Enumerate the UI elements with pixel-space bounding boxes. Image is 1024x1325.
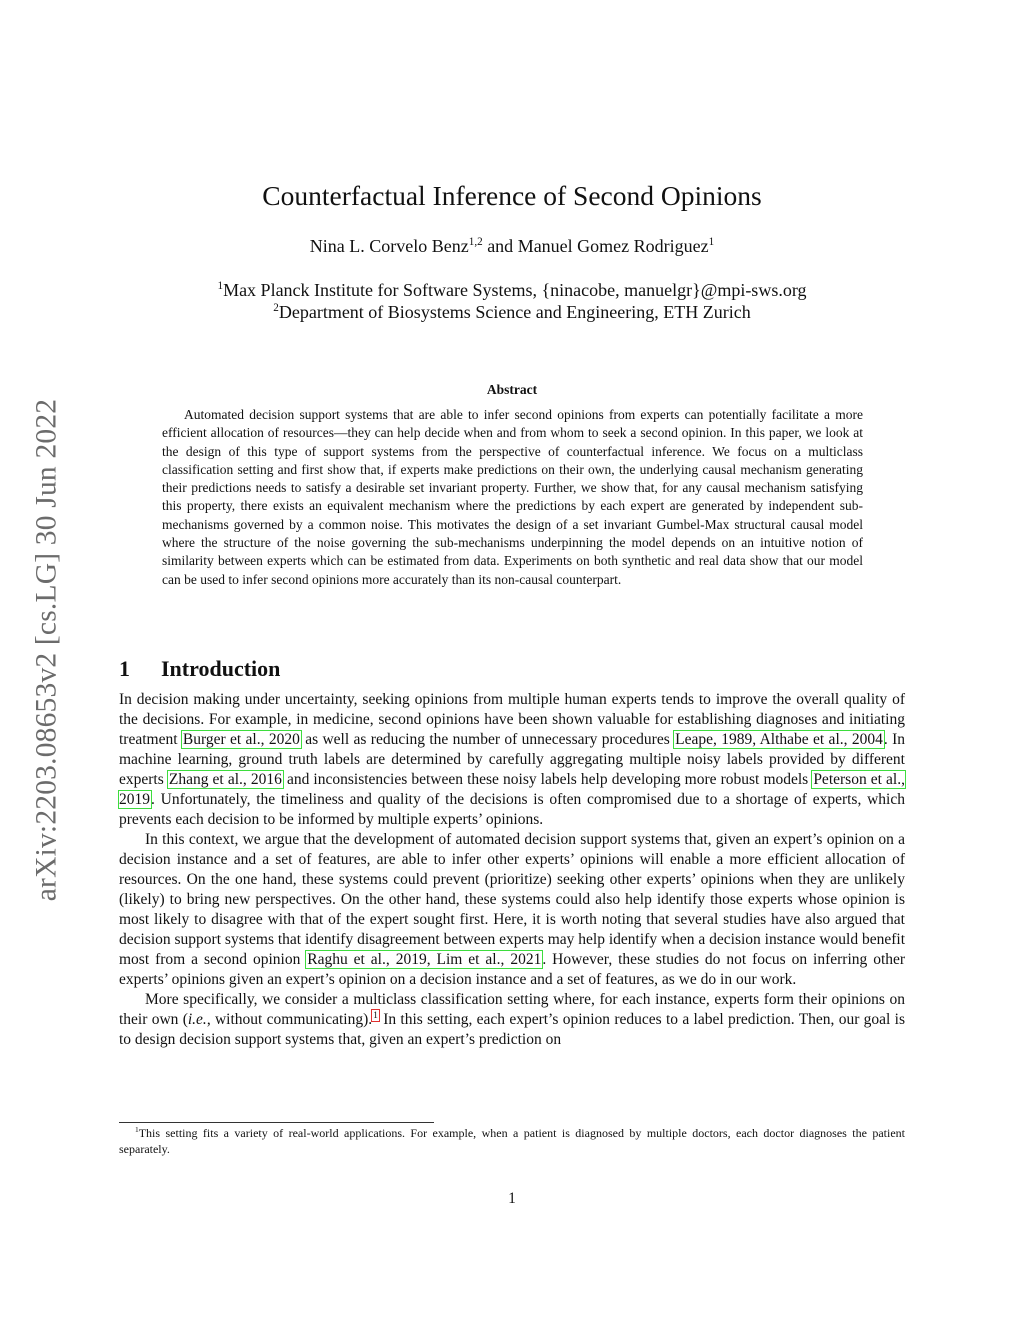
citation-link[interactable]: Peterson et al., 2019 [119, 771, 905, 808]
citation-year: 2019 [119, 791, 150, 808]
citation-author: Leape [675, 731, 713, 748]
citation-year: 2021 [510, 951, 542, 968]
paragraph-text: . However, these studies do not focus on inferring other experts’ opinions given an expert’s opinion on a decision instance and a set of features, as we do in our work. [119, 951, 906, 988]
affiliation-text: Max Planck Institute for Software Systems, {ninacobe, manuelgr}@mpi-sws.org [223, 280, 807, 300]
section-heading [119, 656, 280, 682]
section-number: 1 [119, 656, 130, 681]
paragraph [119, 690, 905, 830]
affiliation-line [0, 280, 1024, 301]
citation-author: Zhang et al. [168, 771, 243, 788]
citation-year: 1989 [721, 731, 753, 748]
page-number: 1 [508, 1190, 516, 1207]
abstract-body: Automated decision support systems that are able to infer second opinions from experts can potentially facilitate a more efficient allocation of resources—they can help decide when and from whom to seek a second opinion. In this paper, we look at the design of this type of support systems from the perspective of counterfactual inference. We focus on a multiclass classification setting and first show that, if experts make predictions on their own, the underlying causal mechanism generating their predictions needs to satisfy a desirable set invariant property. Further, we show that, for any causal mechanism satisfying this property, there exists an equivalent mechanism where the predictions by each expert are generated by independent sub-mechanisms governed by a common noise. This motivates the design of a set invariant Gumbel-Max structural causal model where the structure of the noise governing the sub-mechanisms underpinning the model depends on an intuitive notion of similarity between experts which can be estimated from data. Experiments on both synthetic and real data show that our model can be used to infer second opinions more accurately than its non-causal counterpart. [162, 407, 863, 587]
author-name: Nina L. Corvelo Benz [309, 236, 469, 256]
paragraph-text: In decision making under uncertainty, seeking opinions from multiple human experts tends to improve the overall quality of the decisions. For example, in medicine, second opinions have been shown valuable for establishing diagnoses and initiating treatment [119, 691, 905, 748]
paragraph [119, 830, 905, 990]
footnote-mark: 1 [135, 1125, 139, 1134]
citation-author: Lim et al. [436, 951, 501, 968]
paragraph-text: and inconsistencies between these noisy labels help developing more robust models [282, 771, 813, 788]
citation-link[interactable]: Raghu et al., 2019, Lim et al., 2021 [307, 951, 542, 968]
author-line [0, 236, 1024, 257]
citation-link[interactable]: Zhang et al., 2016 [168, 771, 282, 788]
arxiv-identifier-stamp: arXiv:2203.08653v2 [cs.LG] 30 Jun 2022 [30, 398, 63, 902]
paragraph [119, 990, 905, 1050]
footnote-link[interactable]: 1 [373, 1009, 378, 1021]
citation-author: Althabe et al. [759, 731, 844, 748]
citation-link[interactable]: Leape, 1989, Althabe et al., 2004 [675, 731, 883, 748]
footnote-divider [119, 1122, 434, 1123]
section-title: Introduction [161, 656, 281, 681]
citation-author: Burger et al. [182, 731, 261, 748]
citation-year: 2004 [851, 731, 883, 748]
paragraph-text: More specifically, we consider a multiclass classification setting where, for each instance, experts form their opinions on their own ( [119, 991, 905, 1028]
introduction-body [119, 690, 905, 1050]
abstract-heading: Abstract [486, 382, 538, 397]
affiliation-mark: 1 [217, 280, 224, 292]
citation-author: Peterson et al. [813, 771, 902, 788]
author-affiliation-mark: 1 [708, 236, 715, 248]
paragraph-text: In this setting, each expert’s opinion reduces to a label prediction. Then, our goal is to design decision support systems that, given an expert’s prediction on [119, 1011, 906, 1048]
affiliation-text: Department of Biosystems Science and Engineering, ETH Zurich [278, 302, 751, 322]
affiliation-mark: 2 [273, 302, 279, 314]
affiliation-line [0, 302, 1024, 323]
citation-author: Raghu et al. [307, 951, 386, 968]
paragraph-text: . In machine learning, ground truth labels are determined by carefully aggregating multiple noisy labels provided by different experts [119, 731, 906, 788]
citation-year: 2019 [395, 951, 427, 968]
paragraph-text: as well as reducing the number of unnecessary procedures [300, 731, 675, 748]
author-connector: and [482, 236, 518, 256]
paragraph-text: , without communicating). [206, 1011, 373, 1028]
paragraph-text: In this context, we argue that the development of automated decision support systems that, given an expert’s opinion on a decision instance and a set of features, are able to infer other experts’ opinions will enable a more efficient allocation of resources. On the one hand, these systems could prevent (prioritize) seeking other experts’ opinions when they are unlikely (likely) to bring new perspectives. On the other hand, these systems could also help identify those experts whose opinion is most likely to disagree with that of the expert sought first. Here, it is worth noting that several studies have also argued that decision support systems that identify disagreement between experts may help identify when a decision instance would benefit most from a second opinion [119, 831, 905, 968]
citation-year: 2020 [268, 731, 300, 748]
paper-title: Counterfactual Inference of Second Opinions [262, 180, 762, 211]
citation-year: 2016 [250, 771, 282, 788]
paragraph-text: . Unfortunately, the timeliness and quality of the decisions is often compromised due to a shortage of experts, which prevents each decision to be informed by multiple experts’ opinions. [119, 791, 905, 828]
author-name: Manuel Gomez Rodriguez [517, 236, 709, 256]
italic-abbreviation: i.e. [187, 1011, 207, 1028]
citation-link[interactable]: Burger et al., 2020 [182, 731, 300, 748]
author-affiliation-mark: 1,2 [468, 236, 483, 248]
footnote [119, 1125, 905, 1157]
footnote-text: This setting fits a variety of real-world applications. For example, when a patient is diagnosed by multiple doctors, each doctor diagnoses the patient separately. [119, 1126, 905, 1156]
